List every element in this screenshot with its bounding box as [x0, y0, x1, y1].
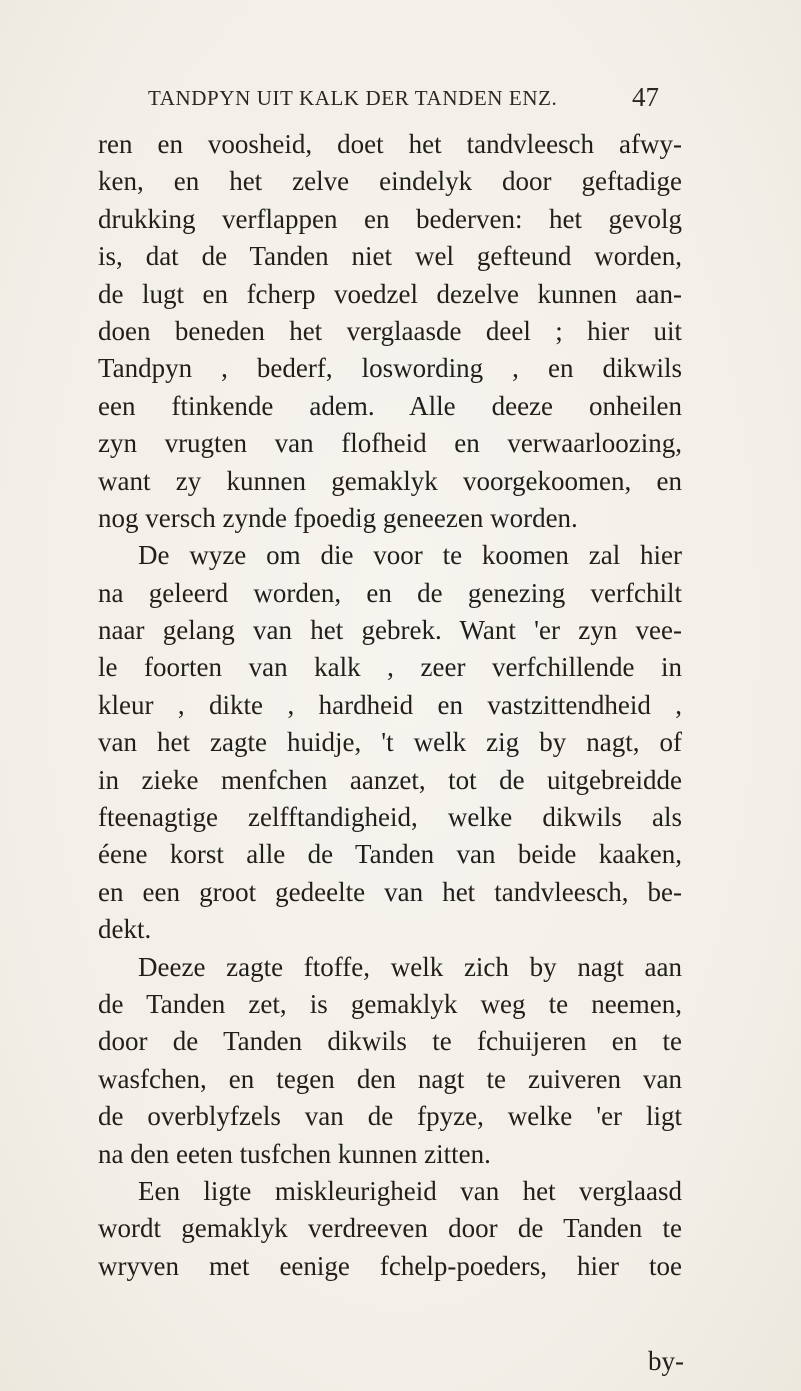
text-line: en een groot gedeelte van het tandvleesch, be- — [98, 876, 682, 907]
text-line: is, dat de Tanden niet wel gefteund worden, — [98, 241, 682, 272]
text-line: éene korst alle de Tanden van beide kaaken, — [98, 839, 682, 870]
text-line: na geleerd worden, en de genezing verfchilt — [98, 577, 682, 608]
text-line: want zy kunnen gemaklyk voorgekoomen, en — [98, 465, 682, 496]
text-line: doen beneden het verglaasde deel ; hier uit — [98, 315, 682, 346]
text-line: van het zagte huidje, 't welk zig by nagt, of — [98, 727, 682, 758]
text-line: zyn vrugten van flofheid en verwaarloozing, — [98, 428, 682, 459]
text-line: de overblyfzels van de fpyze, welke 'er ligt — [98, 1101, 682, 1132]
running-head-title: TANDPYN UIT KALK DER TANDEN ENZ. — [148, 86, 558, 110]
text-line: de Tanden zet, is gemaklyk weg te neemen, — [98, 988, 682, 1019]
text-line: wryven met eenige fchelp-poeders, hier toe — [98, 1250, 682, 1281]
text-line: de lugt en fcherp voedzel dezelve kunnen aan- — [98, 278, 682, 309]
text-line: Tandpyn , bederf, loswording , en dikwils — [98, 353, 682, 384]
text-line: dekt. — [98, 914, 152, 945]
text-line: le foorten van kalk , zeer verfchillende in — [98, 652, 682, 683]
text-line: door de Tanden dikwils te fchuijeren en te — [98, 1026, 682, 1057]
body-text — [98, 126, 682, 1285]
text-line: fteenagtige zelfftandigheid, welke dikwils als — [98, 802, 682, 833]
text-line: kleur , dikte , hardheid en vastzittendheid , — [98, 689, 682, 720]
page-number: 47 — [632, 82, 659, 112]
text-line: naar gelang van het gebrek. Want 'er zyn vee- — [98, 615, 682, 646]
catchword: by- — [648, 1346, 684, 1376]
text-line: in zieke menfchen aanzet, tot de uitgebreidde — [98, 764, 682, 795]
text-line: De wyze om die voor te koomen zal hier — [138, 540, 682, 571]
text-line: een ftinkende adem. Alle deeze onheilen — [98, 390, 682, 421]
text-line: na den eeten tusfchen kunnen zitten. — [98, 1138, 491, 1169]
text-line: Een ligte miskleurigheid van het verglaasd — [138, 1175, 682, 1206]
text-line: wasfchen, en tegen den nagt te zuiveren van — [98, 1063, 682, 1094]
text-line: drukking verflappen en bederven: het gevolg — [98, 203, 682, 234]
text-line: nog versch zynde fpoedig geneezen worden. — [98, 502, 578, 533]
text-line: ken, en het zelve eindelyk door geftadige — [98, 166, 682, 197]
text-line: Deeze zagte ftoffe, welk zich by nagt aan — [138, 951, 682, 982]
text-line: ren en voosheid, doet het tandvleesch afwy- — [98, 129, 682, 159]
text-line: wordt gemaklyk verdreeven door de Tanden te — [98, 1213, 682, 1244]
